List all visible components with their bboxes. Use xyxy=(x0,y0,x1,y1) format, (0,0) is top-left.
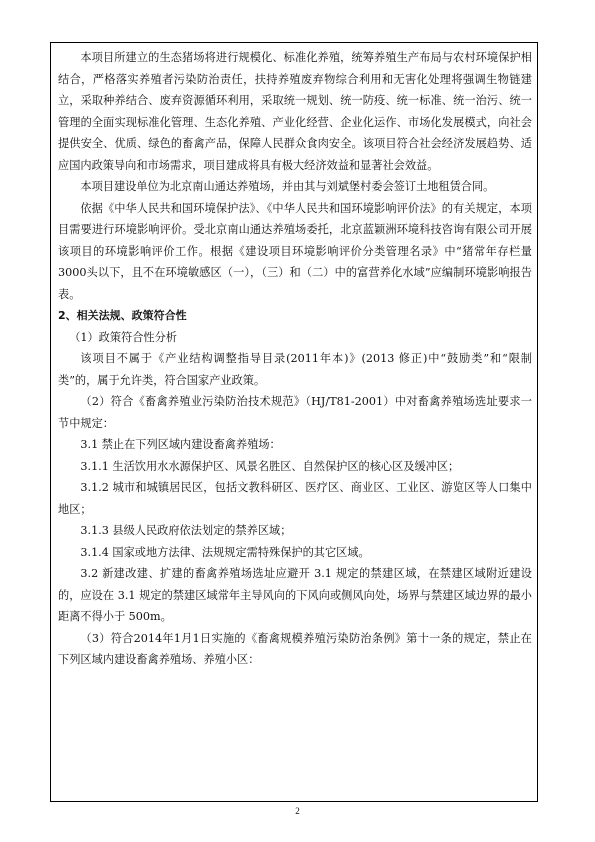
clause-3-1-3: 3.1.3 县级人民政府依法划定的禁养区域； xyxy=(80,524,292,537)
paragraph-project-overview: 本项目所建立的生态猪场将进行规模化、标准化养殖，统筹养殖生产布局与农村环境保护相结合，严格落实养殖者污染防治责任，扶持养殖废弃物综合利用和无害化处理将强调生物链建立，采取种养结合、废弃资源循环利用，采取统一规划、统一防疫、统一标准、统一治污、统一管理的全面实现标准化管理、生态化养殖、产业化经营、企业化运作、市场化发展模式，向社会提供安全、优质、绿色的畜禽产品，保障人民群众食肉安全。该项目符合社会经济发展趋势、适应国内政策导向和市场需求，项目建成将具有极大经济效益和显著社会效益。 xyxy=(58,51,532,172)
paragraph-construction-unit: 本项目建设单位为北京南山通达养殖场，并由其与刘斌堡村委会签订土地租赁合同。 xyxy=(80,180,495,193)
paragraph-regulation-article-11: （3）符合2014年1月1日实施的《畜禽规模养殖污染防治条例》第十一条的规定，禁止在下列区域内建设畜禽养殖场、养殖小区： xyxy=(58,631,532,666)
clause-3-1-4: 3.1.4 国家或地方法律、法规规定需特殊保护的其它区域。 xyxy=(80,545,370,559)
paragraph-technical-spec: （2）符合《畜禽养殖业污染防治技术规范》（HJ/T81-2001）中对畜禽养殖场选址要求一节中规定： xyxy=(58,395,532,430)
clause-3-1: 3.1 禁止在下列区域内建设畜禽养殖场： xyxy=(80,438,281,451)
paragraph-industry-policy: 该项目不属于《产业结构调整指导目录(2011年本)》(2013 修正)中“鼓励类”和“限制类”的，属于允许类，符合国家产业政策。 xyxy=(58,352,532,387)
document-body xyxy=(58,47,532,671)
clause-3-1-2: 3.1.2 城市和城镇居民区，包括文教科研区、医疗区、商业区、工业区、游览区等人口集中地区； xyxy=(58,481,532,516)
paragraph-eia-basis: 依据《中华人民共和国环境保护法》、《中华人民共和国环境影响评价法》的有关规定，本项目需要进行环境影响评价。受北京南山通达养殖场委托，北京蓝颖洲环境科技咨询有限公司开展该项目的环境影响评价工作。根据《建设项目环境影响评价分类管理名录》中“猪常年存栏量3000头以下，且不在环境敏感区（一），（三）和（二）中的富营养化水域”应编制环境影响报告表。 xyxy=(58,201,532,301)
subheading-policy-analysis: （1）政策符合性分析 xyxy=(69,330,177,344)
clause-3-2: 3.2 新建改建、扩建的畜禽养殖场选址应避开 3.1 规定的禁建区域，在禁建区域附近建设的，应设在 3.1 规定的禁建区域常年主导风向的下风向或侧风向处，场界与禁建区域边界的最小距离不得小于 500m。 xyxy=(58,567,532,623)
section-heading: 2、相关法规、政策符合性 xyxy=(58,309,187,322)
page-number: 2 xyxy=(295,806,300,816)
clause-3-1-1: 3.1.1 生活饮用水水源保护区、风景名胜区、自然保护区的核心区及缓冲区； xyxy=(80,459,460,473)
content-frame xyxy=(50,42,538,802)
